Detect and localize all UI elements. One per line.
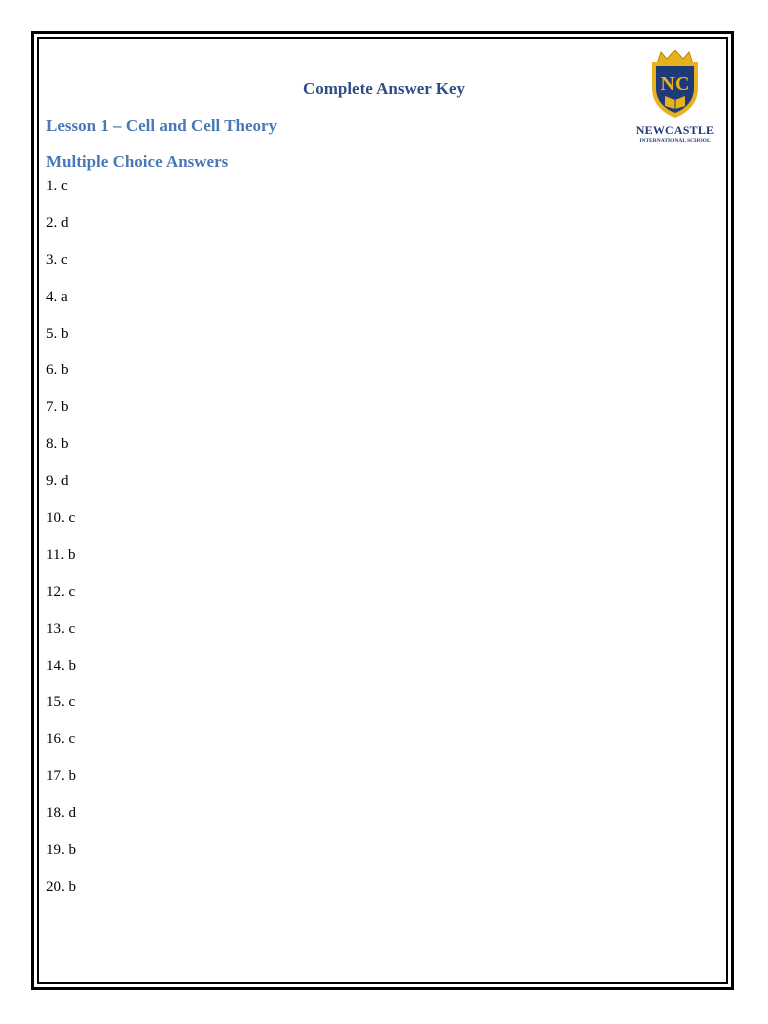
answer-item: 15. c	[46, 694, 76, 711]
answer-item: 1. c	[46, 178, 68, 194]
answer-item: 9. d	[46, 473, 69, 490]
answer-item: 6. b	[46, 362, 69, 379]
answer-item: 16. c	[46, 731, 76, 748]
answer-item: 14. b	[46, 657, 76, 674]
answer-item: 8. b	[46, 436, 69, 453]
page-title: Complete Answer Key	[302, 79, 466, 98]
answer-item: 3. c	[46, 251, 68, 268]
school-logo	[627, 50, 723, 150]
answer-item: 2. d	[46, 214, 69, 231]
answer-item: 7. b	[46, 399, 69, 416]
answer-item: 4. a	[46, 288, 68, 305]
answer-item: 10. c	[46, 510, 76, 527]
answer-item: 18. d	[46, 805, 76, 822]
shield-icon	[649, 50, 701, 120]
answer-item: 12. c	[46, 583, 76, 600]
answer-item: 5. b	[46, 325, 69, 342]
lesson-heading: Lesson 1 – Cell and Cell Theory	[46, 116, 278, 135]
section-heading: Multiple Choice Answers	[46, 152, 229, 171]
logo-name: NEWCASTLE	[635, 123, 715, 137]
answer-item: 19. b	[46, 842, 76, 859]
answer-item: 17. b	[46, 768, 76, 785]
answer-list	[46, 176, 76, 914]
page-border-inner	[37, 37, 728, 984]
logo-subtitle: INTERNATIONAL SCHOOL	[639, 138, 711, 144]
answer-item: 11. b	[46, 546, 76, 563]
answer-item: 13. c	[46, 620, 76, 637]
logo-initials: NC	[660, 73, 690, 95]
answer-item: 20. b	[46, 878, 76, 895]
